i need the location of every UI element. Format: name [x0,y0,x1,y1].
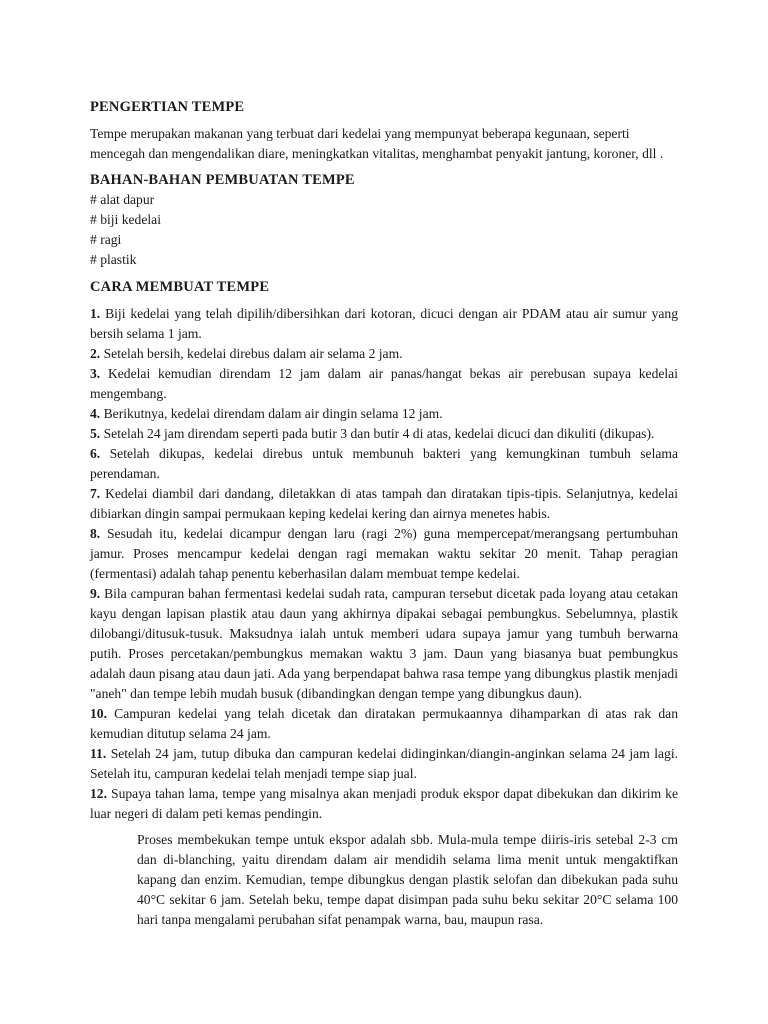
bahan-item: # biji kedelai [90,212,161,227]
step-text: Setelah dikupas, kedelai direbus untuk membunuh bakteri yang kemungkinan tumbuh selama perendaman. [90,446,678,481]
step-item [90,444,678,484]
step-item [90,784,678,824]
step-text: Setelah 24 jam direndam seperti pada butir 3 dan butir 4 di atas, kedelai dicuci dan dikuliti (dikupas). [103,426,655,441]
bahan-list [90,190,678,270]
step-text: Bila campuran bahan fermentasi kedelai sudah rata, campuran tersebut dicetak pada loyang atau cetakan kayu dengan lapisan plastik atau daun yang akhirnya dipakai sebagai pembungkus. Sebelumnya, plastik dilobangi/ditusuk-tusuk. Maksudnya ialah untuk memberi udara supaya jamur yang tumbuh berwarna putih. Proses percetakan/pembungkus memakan waktu 3 jam. Daun yang biasanya buat pembungkus adalah daun pisang atau daun jati. Ada yang berpendapat bahwa rasa tempe yang dibungkus plastik menjadi "aneh" dan tempe lebih mudah busuk (dibandingkan dengan tempe yang dibungkus daun). [90,586,678,701]
heading-cara: CARA MEMBUAT TEMPE [90,279,270,295]
step-item [90,704,678,744]
step-item [90,524,678,584]
step-number: 7. [90,486,101,501]
step-text: Berikutnya, kedelai direndam dalam air dingin selama 12 jam. [103,406,443,421]
step-number: 4. [90,406,101,421]
step-text: Kedelai kemudian direndam 12 jam dalam air panas/hangat bekas air perebusan supaya kedelai mengembang. [90,366,678,401]
step-item [90,584,678,704]
heading-bahan: BAHAN-BAHAN PEMBUATAN TEMPE [90,172,355,188]
step-number: 10. [90,706,107,721]
step-number: 5. [90,426,101,441]
heading-pengertian: PENGERTIAN TEMPE [90,99,245,115]
step-number: 9. [90,586,101,601]
freezing-note: Proses membekukan tempe untuk ekspor adalah sbb. Mula-mula tempe diiris-iris setebal 2-3 cm dan di-blanching, yaitu direndam dalam air mendidih selama lima menit untuk mengaktifkan kapang dan enzim. Kemudian, tempe dibungkus dengan plastik selofan dan dibekukan pada suhu 40°C sekitar 6 jam. Setelah beku, tempe dapat disimpan pada suhu beku sekitar 20°C selama 100 hari tanpa mengalami perubahan sifat penampak warna, bau, maupun rasa. [137,832,678,927]
bahan-item: # plastik [90,252,137,267]
step-number: 1. [90,306,101,321]
document-page [90,97,678,930]
step-text: Kedelai diambil dari dandang, diletakkan di atas tampah dan diratakan tipis-tipis. Selanjutnya, kedelai dibiarkan dingin sampai permukaan keping kedelai kering dan airnya menetes habis. [90,486,678,521]
step-number: 3. [90,366,101,381]
step-item [90,424,678,444]
step-number: 8. [90,526,101,541]
step-number: 2. [90,346,101,361]
steps-list [90,304,678,824]
step-item [90,484,678,524]
step-number: 12. [90,786,107,801]
step-number: 6. [90,446,101,461]
step-item [90,304,678,344]
step-text: Campuran kedelai yang telah dicetak dan diratakan permukaannya dihamparkan di atas rak dan kemudian ditutup selama 24 jam. [90,706,678,741]
step-text: Sesudah itu, kedelai dicampur dengan laru (ragi 2%) guna mempercepat/merangsang pertumbuhan jamur. Proses mencampur kedelai dengan ragi memakan waktu sekitar 20 menit. Tahap peragian (fermentasi) adalah tahap penentu keberhasilan dalam membuat tempe kedelai. [90,526,679,581]
step-item [90,404,678,424]
paragraph-pengertian: Tempe merupakan makanan yang terbuat dari kedelai yang mempunyat beberapa kegunaan, seperti mencegah dan mengendalikan diare, meningkatkan vitalitas, menghambat penyakit jantung, koroner, dll . [90,126,664,161]
step-item [90,744,678,784]
bahan-item: # ragi [90,232,122,247]
step-text: Biji kedelai yang telah dipilih/dibersihkan dari kotoran, dicuci dengan air PDAM atau air sumur yang bersih selama 1 jam. [90,306,678,341]
step-number: 11. [90,746,107,761]
bahan-item: # alat dapur [90,192,155,207]
step-text: Supaya tahan lama, tempe yang misalnya akan menjadi produk ekspor dapat dibekukan dan dikirim ke luar negeri di dalam peti kemas pendingin. [90,786,678,821]
step-item [90,344,678,364]
step-text: Setelah 24 jam, tutup dibuka dan campuran kedelai didinginkan/diangin-anginkan selama 24 jam lagi. Setelah itu, campuran kedelai telah menjadi tempe siap jual. [90,746,678,781]
step-item [90,364,678,404]
step-text: Setelah bersih, kedelai direbus dalam air selama 2 jam. [103,346,403,361]
